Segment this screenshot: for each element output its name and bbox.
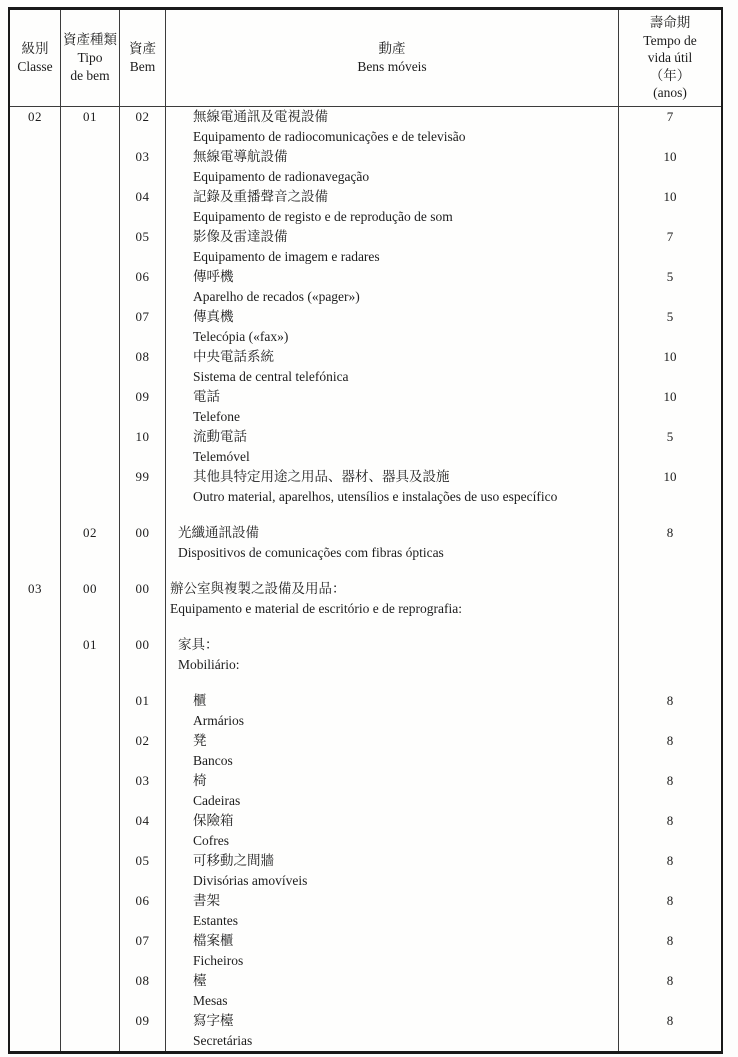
header-classe-zh: 級別 — [21, 40, 49, 56]
item-name-zh: 辦公室與複製之設備及用品： — [170, 580, 346, 596]
item-description-cell — [166, 675, 619, 731]
item-name-pt: Bancos — [193, 752, 233, 768]
header-vida-l1: 壽命期 — [649, 15, 691, 30]
item-name-pt: Cofres — [193, 832, 229, 848]
item-name-pt: Mesas — [193, 992, 228, 1008]
useful-life-cell: 10 — [663, 388, 677, 404]
useful-life-cell: 8 — [666, 692, 674, 708]
item-name-pt: Aparelho de recados («pager») — [193, 288, 360, 304]
classe-code-cell — [10, 931, 61, 971]
useful-life-cell: 10 — [663, 468, 677, 484]
item-description-cell — [166, 147, 619, 187]
classe-code-cell — [10, 1011, 61, 1051]
item-description-cell — [166, 187, 619, 227]
header-vida-util — [619, 10, 721, 106]
item-description-cell — [166, 387, 619, 427]
classe-code-cell: 03 — [10, 563, 61, 619]
item-description-cell — [166, 771, 619, 811]
table-row — [10, 347, 721, 387]
bem-code-cell: 07 — [120, 307, 166, 347]
item-description-cell — [166, 851, 619, 891]
item-name-zh: 傳真機 — [193, 308, 234, 324]
useful-life-cell: 7 — [666, 108, 674, 124]
tipo-code-cell: 00 — [61, 563, 120, 619]
bem-code-cell: 00 — [120, 619, 166, 675]
tipo-code-cell — [61, 307, 120, 347]
bem-code-cell: 01 — [120, 675, 166, 731]
classe-code-cell — [10, 467, 61, 507]
useful-life-cell: 8 — [666, 772, 674, 788]
item-name-zh: 寫字檯 — [193, 1012, 234, 1028]
item-name-pt: Cadeiras — [193, 792, 241, 808]
item-name-zh: 椅 — [193, 772, 207, 788]
item-name-zh: 檔案櫃 — [193, 932, 234, 948]
item-name-pt: Divisórias amovíveis — [193, 872, 308, 888]
bem-code-cell: 02 — [120, 731, 166, 771]
tipo-code-cell — [61, 1011, 120, 1051]
tipo-code-cell — [61, 931, 120, 971]
table-row — [10, 427, 721, 467]
header-vida-l3: vida útil — [647, 50, 693, 65]
item-description-cell — [166, 811, 619, 851]
useful-life-cell: 8 — [666, 852, 674, 868]
useful-life-cell: 10 — [663, 148, 677, 164]
item-name-zh: 櫃 — [193, 692, 207, 708]
header-bem-pt: Bem — [129, 58, 156, 74]
item-name-pt: Secretárias — [193, 1032, 253, 1048]
useful-life-cell — [619, 619, 721, 675]
item-name-zh: 書架 — [193, 892, 220, 908]
item-description-cell — [166, 347, 619, 387]
header-bens-moveis — [166, 10, 619, 106]
bem-code-cell: 07 — [120, 931, 166, 971]
useful-life-cell: 8 — [666, 972, 674, 988]
item-description-cell — [166, 731, 619, 771]
bem-code-cell: 06 — [120, 891, 166, 931]
classe-code-cell — [10, 507, 61, 563]
item-name-pt: Armários — [193, 712, 244, 728]
classe-code-cell — [10, 675, 61, 731]
header-classe-pt: Classe — [17, 58, 53, 74]
item-name-zh: 中央電話系統 — [193, 348, 274, 364]
bem-code-cell: 09 — [120, 1011, 166, 1051]
item-name-pt: Equipamento e material de escritório e de reprografia: — [170, 600, 462, 616]
useful-life-cell: 10 — [663, 188, 677, 204]
classe-code-cell — [10, 347, 61, 387]
header-classe — [10, 10, 61, 106]
useful-life-cell: 5 — [666, 268, 674, 284]
item-description-cell — [166, 307, 619, 347]
table-row — [10, 563, 721, 619]
tipo-code-cell — [61, 467, 120, 507]
bem-code-cell: 04 — [120, 187, 166, 227]
tipo-code-cell — [61, 971, 120, 1011]
table-row — [10, 467, 721, 507]
item-name-zh: 家具： — [178, 636, 219, 652]
item-description-cell — [166, 427, 619, 467]
table-row — [10, 675, 721, 731]
item-description-cell — [166, 1011, 619, 1051]
bem-code-cell: 02 — [120, 107, 166, 147]
item-name-pt: Estantes — [193, 912, 238, 928]
item-description-cell — [166, 227, 619, 267]
item-description-cell — [166, 107, 619, 147]
item-name-pt: Equipamento de radionavegação — [193, 168, 370, 184]
table-row — [10, 811, 721, 851]
useful-life-cell: 8 — [666, 524, 674, 540]
useful-life-cell: 8 — [666, 932, 674, 948]
item-name-pt: Sistema de central telefónica — [193, 368, 349, 384]
table-row — [10, 1011, 721, 1051]
table-row — [10, 619, 721, 675]
useful-life-cell: 7 — [666, 228, 674, 244]
classe-code-cell — [10, 387, 61, 427]
classe-code-cell — [10, 307, 61, 347]
tipo-code-cell — [61, 851, 120, 891]
item-name-pt: Equipamento de registo e de reprodução de som — [193, 208, 453, 224]
tipo-code-cell — [61, 811, 120, 851]
item-description-cell — [166, 467, 619, 507]
tipo-code-cell — [61, 675, 120, 731]
useful-life-cell: 8 — [666, 892, 674, 908]
header-bem-zh: 資產 — [129, 40, 156, 56]
bem-code-cell: 03 — [120, 147, 166, 187]
item-name-zh: 可移動之間牆 — [193, 852, 274, 868]
bem-code-cell: 04 — [120, 811, 166, 851]
item-name-zh: 無線電通訊及電視設備 — [193, 108, 328, 124]
useful-life-cell: 8 — [666, 1012, 674, 1028]
item-name-zh: 其他具特定用途之用品、器材、器具及設施 — [193, 468, 450, 484]
classe-code-cell: 02 — [10, 107, 61, 147]
item-description-cell — [166, 931, 619, 971]
item-name-zh: 流動電話 — [193, 428, 247, 444]
item-name-pt: Equipamento de imagem e radares — [193, 248, 380, 264]
bem-code-cell: 00 — [120, 507, 166, 563]
item-description-cell — [166, 619, 619, 675]
tipo-code-cell — [61, 891, 120, 931]
tipo-code-cell — [61, 387, 120, 427]
useful-life-cell: 8 — [666, 812, 674, 828]
item-name-zh: 保險箱 — [193, 812, 234, 828]
table-row — [10, 851, 721, 891]
classe-code-cell — [10, 427, 61, 467]
header-tipo — [61, 10, 120, 106]
tipo-code-cell — [61, 347, 120, 387]
bem-code-cell: 08 — [120, 347, 166, 387]
tipo-code-cell — [61, 731, 120, 771]
item-name-pt: Dispositivos de comunicações com fibras ópticas — [178, 544, 444, 560]
item-name-zh: 傳呼機 — [193, 268, 234, 284]
bem-code-cell: 09 — [120, 387, 166, 427]
header-tipo-pt2: de bem — [70, 67, 110, 83]
tipo-code-cell — [61, 227, 120, 267]
item-description-cell — [166, 563, 619, 619]
item-description-cell — [166, 507, 619, 563]
bem-code-cell: 05 — [120, 227, 166, 267]
bem-code-cell: 06 — [120, 267, 166, 307]
header-vida-l2: Tempo de — [643, 32, 697, 48]
header-vida-l5: (anos) — [653, 85, 687, 100]
table-row — [10, 147, 721, 187]
item-name-zh: 影像及雷達設備 — [193, 228, 288, 244]
tipo-code-cell: 01 — [61, 619, 120, 675]
bem-code-cell: 99 — [120, 467, 166, 507]
table-row — [10, 931, 721, 971]
table-row — [10, 771, 721, 811]
header-bens-zh: 動產 — [378, 40, 406, 56]
classe-code-cell — [10, 851, 61, 891]
classe-code-cell — [10, 731, 61, 771]
item-name-zh: 檯 — [193, 972, 207, 988]
useful-life-cell: 5 — [666, 308, 674, 324]
bem-code-cell: 05 — [120, 851, 166, 891]
table-row — [10, 731, 721, 771]
classe-code-cell — [10, 187, 61, 227]
useful-life-cell: 10 — [663, 348, 677, 364]
item-name-pt: Telecópia («fax») — [193, 328, 289, 344]
table-row — [10, 107, 721, 147]
item-name-pt: Ficheiros — [193, 952, 244, 968]
item-name-zh: 光纖通訊設備 — [178, 524, 259, 540]
table-row — [10, 891, 721, 931]
item-description-cell — [166, 267, 619, 307]
tipo-code-cell: 01 — [61, 107, 120, 147]
tipo-code-cell — [61, 267, 120, 307]
table-row — [10, 507, 721, 563]
useful-life-table — [8, 7, 723, 1054]
tipo-code-cell — [61, 771, 120, 811]
tipo-code-cell — [61, 187, 120, 227]
header-tipo-zh: 資產種類 — [63, 31, 117, 47]
item-name-pt: Outro material, aparelhos, utensílios e instalações de uso específico — [193, 488, 558, 504]
header-bem — [120, 10, 166, 106]
table-header-row — [10, 10, 721, 107]
classe-code-cell — [10, 891, 61, 931]
bem-code-cell: 08 — [120, 971, 166, 1011]
table-row — [10, 387, 721, 427]
useful-life-cell: 8 — [666, 732, 674, 748]
bem-code-cell: 00 — [120, 563, 166, 619]
classe-code-cell — [10, 771, 61, 811]
classe-code-cell — [10, 227, 61, 267]
bem-code-cell: 03 — [120, 771, 166, 811]
item-name-pt: Mobiliário: — [178, 656, 240, 672]
tipo-code-cell — [61, 427, 120, 467]
header-tipo-pt1: Tipo — [77, 49, 103, 65]
item-name-zh: 電話 — [193, 388, 220, 404]
bem-code-cell: 10 — [120, 427, 166, 467]
table-row — [10, 187, 721, 227]
classe-code-cell — [10, 147, 61, 187]
tipo-code-cell: 02 — [61, 507, 120, 563]
table-body — [10, 107, 721, 1051]
item-name-pt: Telefone — [193, 408, 241, 424]
classe-code-cell — [10, 811, 61, 851]
item-name-zh: 無線電導航設備 — [193, 148, 288, 164]
classe-code-cell — [10, 619, 61, 675]
item-name-zh: 記錄及重播聲音之設備 — [193, 188, 328, 204]
item-description-cell — [166, 891, 619, 931]
item-name-pt: Equipamento de radiocomunicações e de televisão — [193, 128, 466, 144]
table-row — [10, 971, 721, 1011]
header-vida-l4: （年） — [649, 67, 691, 83]
item-description-cell — [166, 971, 619, 1011]
tipo-code-cell — [61, 147, 120, 187]
classe-code-cell — [10, 267, 61, 307]
classe-code-cell — [10, 971, 61, 1011]
table-row — [10, 227, 721, 267]
table-row — [10, 267, 721, 307]
header-bens-pt: Bens móveis — [357, 58, 427, 74]
item-name-zh: 凳 — [193, 732, 207, 748]
useful-life-cell — [619, 563, 721, 619]
item-name-pt: Telemóvel — [193, 448, 250, 464]
useful-life-cell: 5 — [666, 428, 674, 444]
table-row — [10, 307, 721, 347]
